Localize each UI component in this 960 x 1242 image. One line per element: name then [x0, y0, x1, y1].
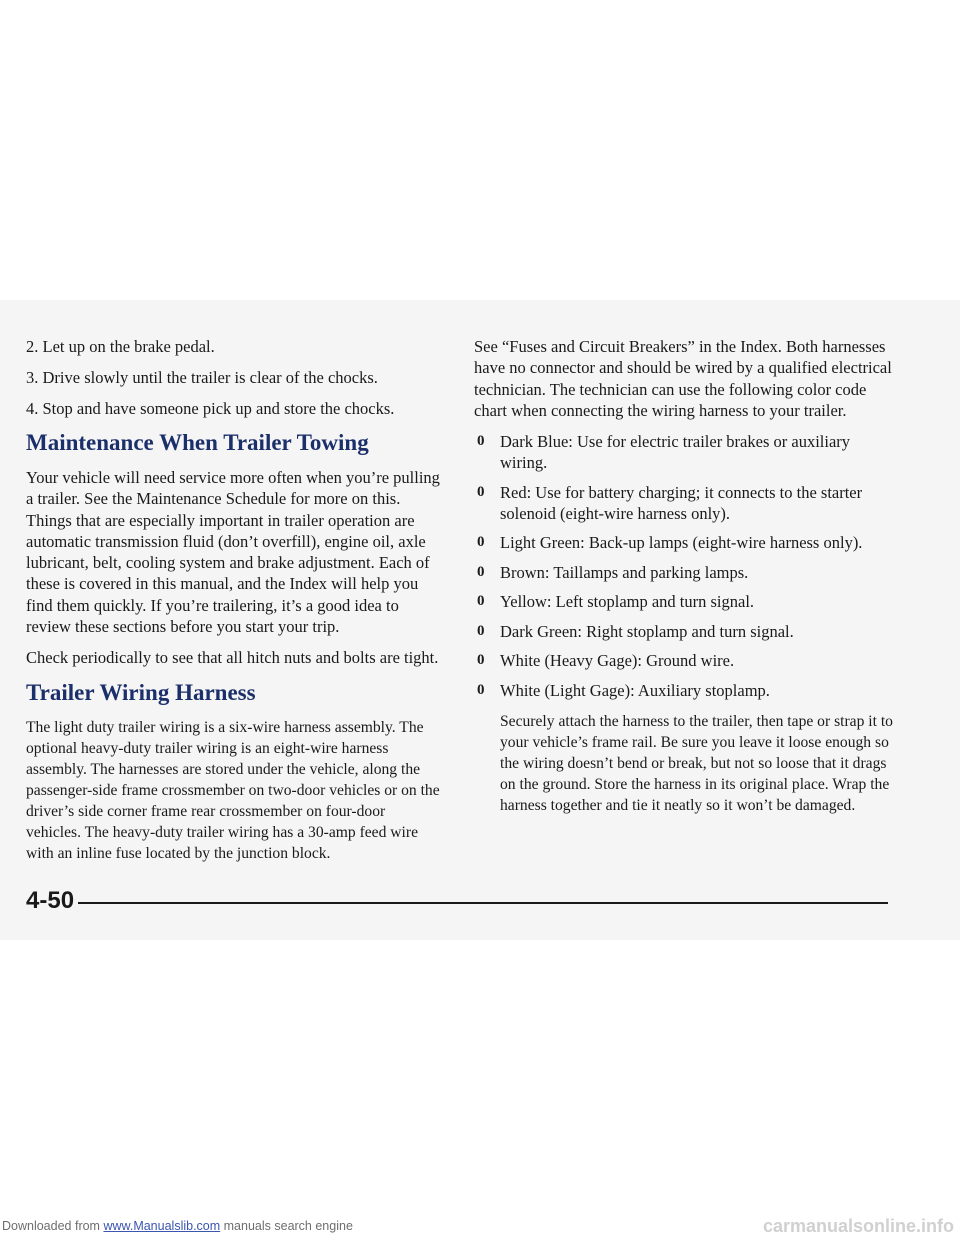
- bullet-marker: 0: [477, 652, 485, 669]
- list-item-text: White (Heavy Gage): Ground wire.: [500, 651, 735, 671]
- step-4: 4. Stop and have someone pick up and store the chocks.: [26, 399, 395, 418]
- maintenance-paragraph: Your vehicle will need service more often when you’re pulling a trailer. See the Maintenance Schedule for more on this. Things that are especially important in trailer operation are automatic transmission fluid (don’t overfill), engine oil, axle lubricant, belt, cooling system and brake adjustment. Each of these is covered in this manual, and the Index will help you find them quickly. If you’re trailering, it’s a good idea to review these sections before you start your trip.: [26, 468, 440, 637]
- banner-prefix: Downloaded from: [2, 1219, 104, 1233]
- bullet-marker: 0: [477, 622, 485, 639]
- wiring-harness-heading: Trailer Wiring Harness: [26, 679, 256, 705]
- list-item-text: Dark Green: Right stoplamp and turn signal.: [500, 621, 794, 641]
- list-item: [474, 562, 894, 583]
- left-column: [26, 336, 440, 874]
- list-item-text: Dark Blue: Use for electric trailer brakes or auxiliary wiring.: [500, 432, 851, 473]
- list-item-text: Yellow: Left stoplamp and turn signal.: [500, 592, 755, 612]
- list-item: [474, 650, 894, 671]
- step-3: 3. Drive slowly until the trailer is clear of the chocks.: [26, 368, 378, 387]
- list-item-text: White (Light Gage): Auxiliary stoplamp.: [500, 680, 770, 700]
- list-item-text: Light Green: Back-up lamps (eight-wire harness only).: [500, 533, 863, 553]
- manualslib-link[interactable]: www.Manualslib.com: [103, 1219, 221, 1233]
- bullet-marker: 0: [477, 483, 485, 500]
- list-item: [474, 482, 894, 524]
- bullet-marker: 0: [477, 534, 485, 551]
- color-code-list: [474, 431, 894, 701]
- list-item: [474, 591, 894, 612]
- bullet-marker: 0: [477, 593, 485, 610]
- list-item: [474, 621, 894, 642]
- maintenance-heading: Maintenance When Trailer Towing: [26, 430, 369, 455]
- bullet-marker: 0: [477, 433, 485, 450]
- right-column: [474, 336, 894, 831]
- bullet-marker: 0: [477, 681, 485, 698]
- list-item: [474, 680, 894, 701]
- wiring-harness-paragraph: The light duty trailer wiring is a six-wire harness assembly. The optional heavy-duty trailer wiring is an eight-wire harness assembly. The harnesses are stored under the vehicle, along the passenger-side frame crossmember on two-door vehicles or on the driver’s side corner frame rear crossmember on four-door vehicles. The heavy-duty trailer wiring has a 30-amp feed wire with an inline fuse located by the junction block.: [26, 718, 440, 862]
- color-code-intro: See “Fuses and Circuit Breakers” in the Index. Both harnesses have no connector and should be wired by a qualified electrical technician. The technician can use the following color code chart when connecting the wiring harness to your trailer.: [474, 337, 892, 420]
- list-item: [474, 532, 894, 553]
- site-watermark: carmanualsonline.info: [762, 1216, 954, 1236]
- page-number: 4-50: [26, 887, 75, 914]
- banner-suffix: manuals search engine: [220, 1219, 353, 1233]
- list-item: [474, 431, 894, 473]
- footer-rule: [78, 902, 888, 904]
- bullet-marker: 0: [477, 563, 485, 580]
- list-item-text: Red: Use for battery charging; it connects to the starter solenoid (eight-wire harness only).: [500, 482, 863, 523]
- list-item-text: Brown: Taillamps and parking lamps.: [500, 562, 749, 582]
- step-2: 2. Let up on the brake pedal.: [26, 337, 215, 356]
- securing-harness-paragraph: Securely attach the harness to the trailer, then tape or strap it to your vehicle’s frame rail. Be sure you leave it loose enough so the wiring doesn’t bend or break, but not so loose that it drags on the ground. Store the harness in its original place. Wrap the harness together and tie it neatly so it won’t be damaged.: [500, 712, 893, 814]
- hitch-check-paragraph: Check periodically to see that all hitch nuts and bolts are tight.: [26, 648, 439, 668]
